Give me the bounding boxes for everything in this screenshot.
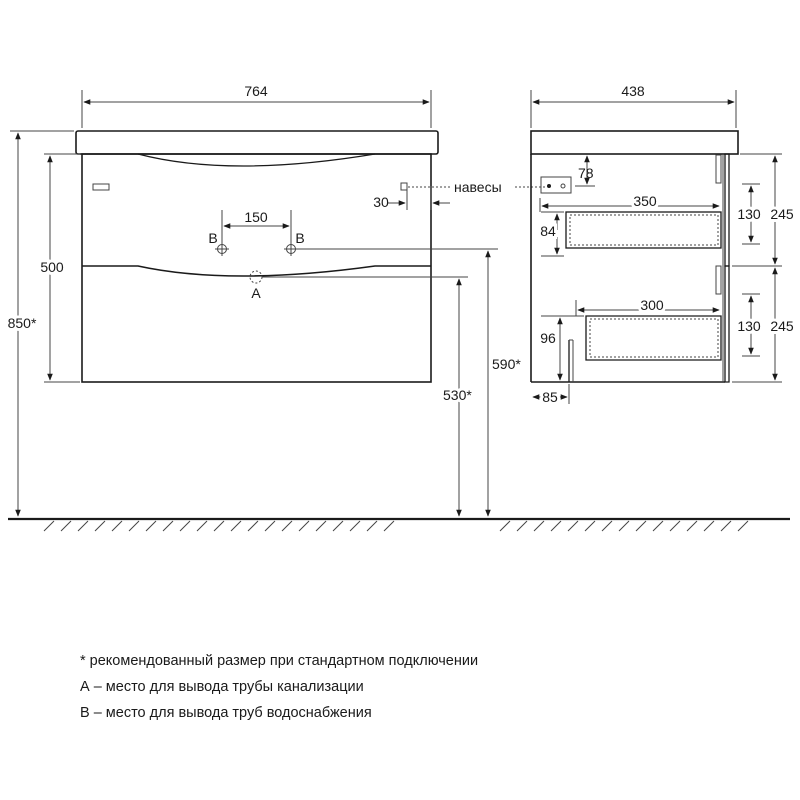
floor-hatch <box>146 521 156 531</box>
dim-drawer1-depth: 350 <box>633 193 657 209</box>
floor-hatch <box>602 521 612 531</box>
floor-hatch <box>316 521 326 531</box>
floor-hatch <box>129 521 139 531</box>
floor-hatch <box>619 521 629 531</box>
dim-hinge-offset: 30 <box>373 194 389 210</box>
side-top <box>531 131 738 154</box>
hinge-bracket <box>541 177 571 193</box>
floor-hatch <box>670 521 680 531</box>
dim-drawer1-inner: 84 <box>540 223 556 239</box>
lower-drawer-box <box>586 316 721 360</box>
floor-hatch <box>180 521 190 531</box>
note-a: А – место для вывода трубы канализации <box>80 679 364 695</box>
upper-drawer-wave <box>138 154 375 166</box>
dim-front-height: 500 <box>40 259 64 275</box>
dim-total-height: 850* <box>7 315 37 331</box>
side-view <box>531 83 794 405</box>
cabinet-body <box>82 154 431 382</box>
floor-hatch <box>248 521 258 531</box>
floor-hatch <box>231 521 241 531</box>
floor-hatch <box>721 521 731 531</box>
dim-drawer-pitch-a: 245 <box>770 206 794 222</box>
hinge-left <box>93 184 109 190</box>
sink-top <box>76 131 438 154</box>
floor-hatch <box>367 521 377 531</box>
floor-hatch <box>61 521 71 531</box>
floor-hatch <box>636 521 646 531</box>
floor-hatch <box>568 521 578 531</box>
floor-hatch <box>534 521 544 531</box>
floor-hatch <box>653 521 663 531</box>
dim-drawer2-inner: 96 <box>540 330 556 346</box>
dim-drawer2-depth: 300 <box>640 297 664 313</box>
floor-hatch <box>214 521 224 531</box>
dim-front-offset: 85 <box>542 389 558 405</box>
floor-hatch <box>282 521 292 531</box>
dim-drawer-height-a: 130 <box>737 206 761 222</box>
note-b: В – место для вывода труб водоснабжения <box>80 705 372 721</box>
front-view <box>8 83 545 516</box>
dim-530: 530* <box>443 387 472 403</box>
floor-hatch <box>95 521 105 531</box>
floor-hatch <box>299 521 309 531</box>
floor-hatch <box>350 521 360 531</box>
floor-hatch <box>704 521 714 531</box>
floor <box>8 519 790 531</box>
legend-notes <box>80 648 478 726</box>
floor-hatch <box>551 521 561 531</box>
floor-hatch <box>738 521 748 531</box>
floor-hatch <box>333 521 343 531</box>
label-a: A <box>251 285 261 301</box>
dim-590: 590* <box>492 356 521 372</box>
upper-drawer-box <box>566 212 721 248</box>
drain-point <box>250 271 262 283</box>
dim-width: 764 <box>244 83 268 99</box>
dim-drawer-pitch-b: 245 <box>770 318 794 334</box>
floor-hatch <box>197 521 207 531</box>
hinges-label: навесы <box>454 179 502 195</box>
label-b-right: B <box>295 230 305 246</box>
dim-hinge-top: 78 <box>578 165 594 181</box>
floor-hatch <box>585 521 595 531</box>
label-b-left: B <box>208 230 218 246</box>
dim-drawer-height-b: 130 <box>737 318 761 334</box>
floor-hatch <box>687 521 697 531</box>
floor-hatch <box>112 521 122 531</box>
floor-hatch <box>44 521 54 531</box>
floor-hatch <box>163 521 173 531</box>
dim-supply-spacing: 150 <box>244 209 268 225</box>
floor-hatch <box>500 521 510 531</box>
dim-side-depth: 438 <box>621 83 645 99</box>
floor-hatch <box>265 521 275 531</box>
floor-hatch <box>78 521 88 531</box>
floor-hatch <box>517 521 527 531</box>
floor-hatch <box>384 521 394 531</box>
hinge-right <box>401 183 407 190</box>
note-star: * рекомендованный размер при стандартном подключении <box>80 653 479 669</box>
